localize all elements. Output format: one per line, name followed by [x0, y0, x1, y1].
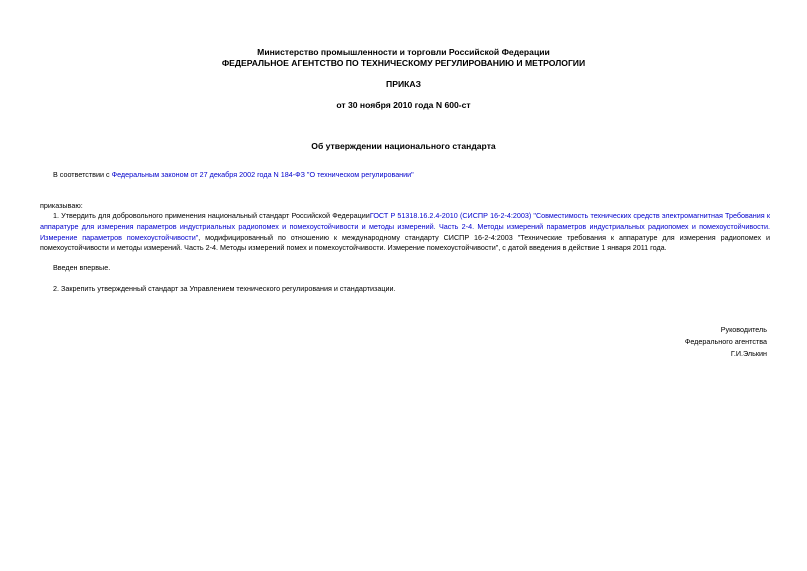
- signature-title-1: Руководитель: [720, 325, 767, 334]
- preamble-text: В соответствии с: [53, 170, 112, 179]
- doc-type: ПРИКАЗ: [386, 79, 421, 89]
- item-1-text-b: , модифицированный по отношению к международному стандарту СИСПР 16-2-4:2003 "Технические требования к аппаратуре для измерения радиопомех и помехоустойчивости и методы измерений. Часть 2-4. Методы измерений помех и помехоустойчивости. Измерение помехоустойчивости", с датой введения в действие 1 января 2011 года.: [40, 232, 770, 253]
- gost-standard-link[interactable]: ГОСТ Р 51318.16.2.4-2010 (СИСПР 16-2-4:2003) "Совместимость технических средств электромагнитная Требования к аппаратуре для измерения параметров индустриальных радиопомех и помехоустойчивости и методы измерений. Часть 2-4. Методы измерений параметров индустриальных радиопомех и помехоустойчивости. Измерение параметров помехоустойчивости": [40, 211, 770, 242]
- item-2: 2. Закрепить утвержденный стандарт за Управлением технического регулирования и стандартизации.: [53, 284, 396, 293]
- doc-date-number: от 30 ноября 2010 года N 600-ст: [336, 100, 471, 110]
- item-1-text-a: 1. Утвердить для добровольного применения национальный стандарт Российской Федерации: [53, 211, 370, 220]
- doc-subject: Об утверждении национального стандарта: [311, 141, 496, 151]
- preamble: [53, 170, 753, 181]
- introduced-note: Введен впервые.: [53, 263, 111, 272]
- item-1: [40, 211, 770, 254]
- ministry-name: Министерство промышленности и торговли Российской Федерации: [257, 47, 550, 57]
- federal-law-link[interactable]: Федеральным законом от 27 декабря 2002 года N 184-ФЗ "О техническом регулировании": [111, 170, 414, 179]
- signature-name: Г.И.Элькин: [730, 349, 767, 358]
- signature-title-2: Федерального агентства: [684, 337, 767, 346]
- order-word: приказываю:: [40, 201, 83, 210]
- agency-name: ФЕДЕРАЛЬНОЕ АГЕНТСТВО ПО ТЕХНИЧЕСКОМУ РЕГУЛИРОВАНИЮ И МЕТРОЛОГИИ: [221, 58, 586, 68]
